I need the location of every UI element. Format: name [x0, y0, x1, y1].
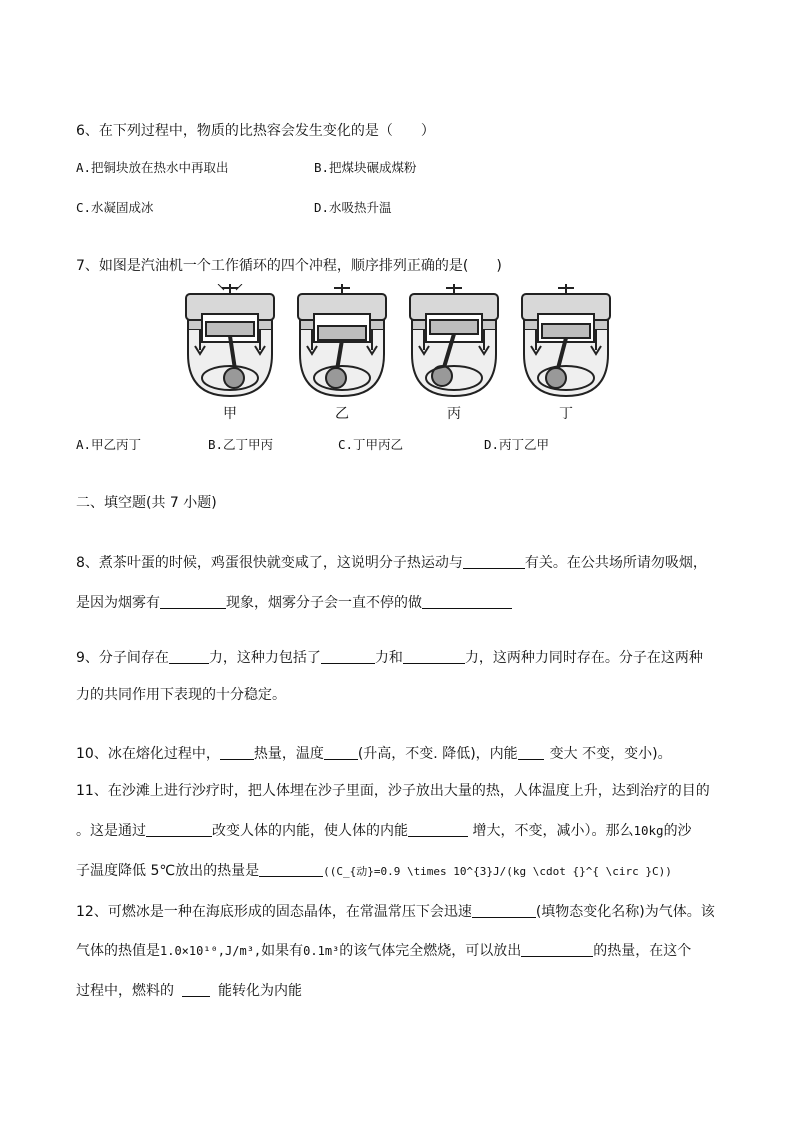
q12-text-5: 如果有 [261, 943, 304, 959]
q12-text-10: 能转化为内能 [218, 983, 302, 999]
q10-text-3: (升高，不变. 降低)，内能 [357, 746, 518, 762]
q12-line-1 [76, 901, 715, 922]
q10-text-2: 热量，温度 [253, 746, 324, 762]
q11-text-3: 增大，不变，减小）。那么 [468, 823, 634, 839]
q12-text-3: 气体的热值是 [76, 943, 160, 959]
q12-blank-3[interactable] [182, 980, 210, 997]
q8-line-2 [76, 592, 512, 613]
q9-line-1 [76, 647, 703, 668]
q6-option-c: C.水凝固成冰 [76, 200, 154, 215]
q7-option-c: C.丁甲丙乙 [338, 437, 404, 452]
q12-line-2 [76, 940, 691, 961]
q7-option-d: D.丙丁乙甲 [484, 437, 550, 452]
q8-text-4: 现象，烟雾分子会一直不停的做 [226, 595, 422, 611]
section-title: 二、填空题(共 7 小题) [76, 495, 217, 511]
engine-strokes-figure [178, 284, 620, 424]
q12-text-6: 0.1m³ [303, 944, 340, 958]
q9-blank-2[interactable] [321, 647, 375, 664]
q10-blank-1[interactable] [220, 743, 254, 760]
engine-diagram-bing [402, 284, 506, 402]
q11-blank-1[interactable] [146, 820, 212, 837]
q9-text-1: 9、分子间存在 [76, 650, 169, 666]
q12-text-7: 的该气体完全燃烧，可以放出 [339, 943, 522, 959]
q8-text-3: 是因为烟雾有 [76, 595, 160, 611]
q8-blank-1[interactable] [463, 552, 525, 569]
q6-option-a: A.把铜块放在热水中再取出 [76, 160, 229, 175]
figure-label-ding: 丁 [559, 406, 573, 422]
q11-blank-3[interactable] [259, 860, 323, 877]
q6-option-d: D.水吸热升温 [314, 200, 392, 215]
q6-stem: 6、在下列过程中，物质的比热容会发生变化的是（ ） [76, 123, 435, 139]
q8-blank-2[interactable] [160, 592, 226, 609]
q12-blank-2[interactable] [521, 940, 593, 957]
figure-label-yi: 乙 [335, 406, 349, 422]
q7-option-b: B.乙丁甲丙 [208, 437, 274, 452]
engine-diagram-yi [290, 284, 394, 402]
q9-text-2: 力，这种力包括了 [208, 650, 321, 666]
q8-line-1 [76, 552, 707, 573]
q10-blank-2[interactable] [324, 743, 358, 760]
q11-formula: ((C_{动}=0.9 \times 10^{3}J/(kg \cdot {}^{ \circ }C)) [323, 865, 672, 878]
q8-text-2: 有关。在公共场所请勿吸烟， [524, 555, 707, 571]
q11-text-4: 10kg [633, 823, 664, 838]
q8-blank-3[interactable] [422, 592, 512, 609]
q9-blank-1[interactable] [169, 647, 209, 664]
q6-option-b: B.把煤块碾成煤粉 [314, 160, 417, 175]
q9-blank-3[interactable] [403, 647, 465, 664]
q10-blank-3[interactable] [518, 743, 544, 760]
figure-label-bing: 丙 [447, 406, 461, 422]
q9-text-3: 力和 [374, 650, 403, 666]
q11-text-1: 。这是通过 [76, 823, 146, 839]
q12-text-8: 的热量，在这个 [593, 943, 692, 959]
q12-blank-1[interactable] [472, 901, 536, 918]
engine-diagram-ding [514, 284, 618, 402]
q9-line-2: 力的共同作用下表现的十分稳定。 [76, 687, 286, 703]
q8-text-1: 8、煮茶叶蛋的时候，鸡蛋很快就变咸了，这说明分子热运动与 [76, 555, 463, 571]
figure-label-jia: 甲 [223, 406, 237, 422]
q12-text-2: (填物态变化名称)为气体。该 [535, 904, 715, 920]
q7-option-a: A.甲乙丙丁 [76, 437, 142, 452]
q12-text-9: 过程中，燃料的 [76, 983, 174, 999]
q12-line-3 [76, 980, 302, 1001]
q11-blank-2[interactable] [408, 820, 468, 837]
q12-text-1: 12、可燃冰是一种在海底形成的固态晶体，在常温常压下会迅速 [76, 904, 472, 920]
q11-text-2: 改变人体的内能，使人体的内能 [212, 823, 408, 839]
q10-text-1: 10、冰在熔化过程中， [76, 746, 220, 762]
engine-diagram-jia [178, 284, 282, 402]
q7-stem: 7、如图是汽油机一个工作循环的四个冲程，顺序排列正确的是( ) [76, 258, 502, 274]
q11-line-1: 11、在沙滩上进行沙疗时，把人体埋在沙子里面，沙子放出大量的热，人体温度上升，达到治疗的目的 [76, 783, 710, 799]
q9-text-4: 力，这两种力同时存在。分子在这两种 [464, 650, 703, 666]
q11-text-6: 子温度降低 5℃放出的热量是 [76, 863, 260, 879]
q12-text-4: 1.0×10¹⁰,J/m³, [160, 944, 262, 958]
q10-line [76, 743, 672, 764]
q11-line-2 [76, 820, 692, 841]
q10-text-4: 变大 不变，变小)。 [549, 746, 672, 762]
q11-text-5: 的沙 [663, 823, 692, 839]
q11-line-3 [76, 860, 672, 882]
